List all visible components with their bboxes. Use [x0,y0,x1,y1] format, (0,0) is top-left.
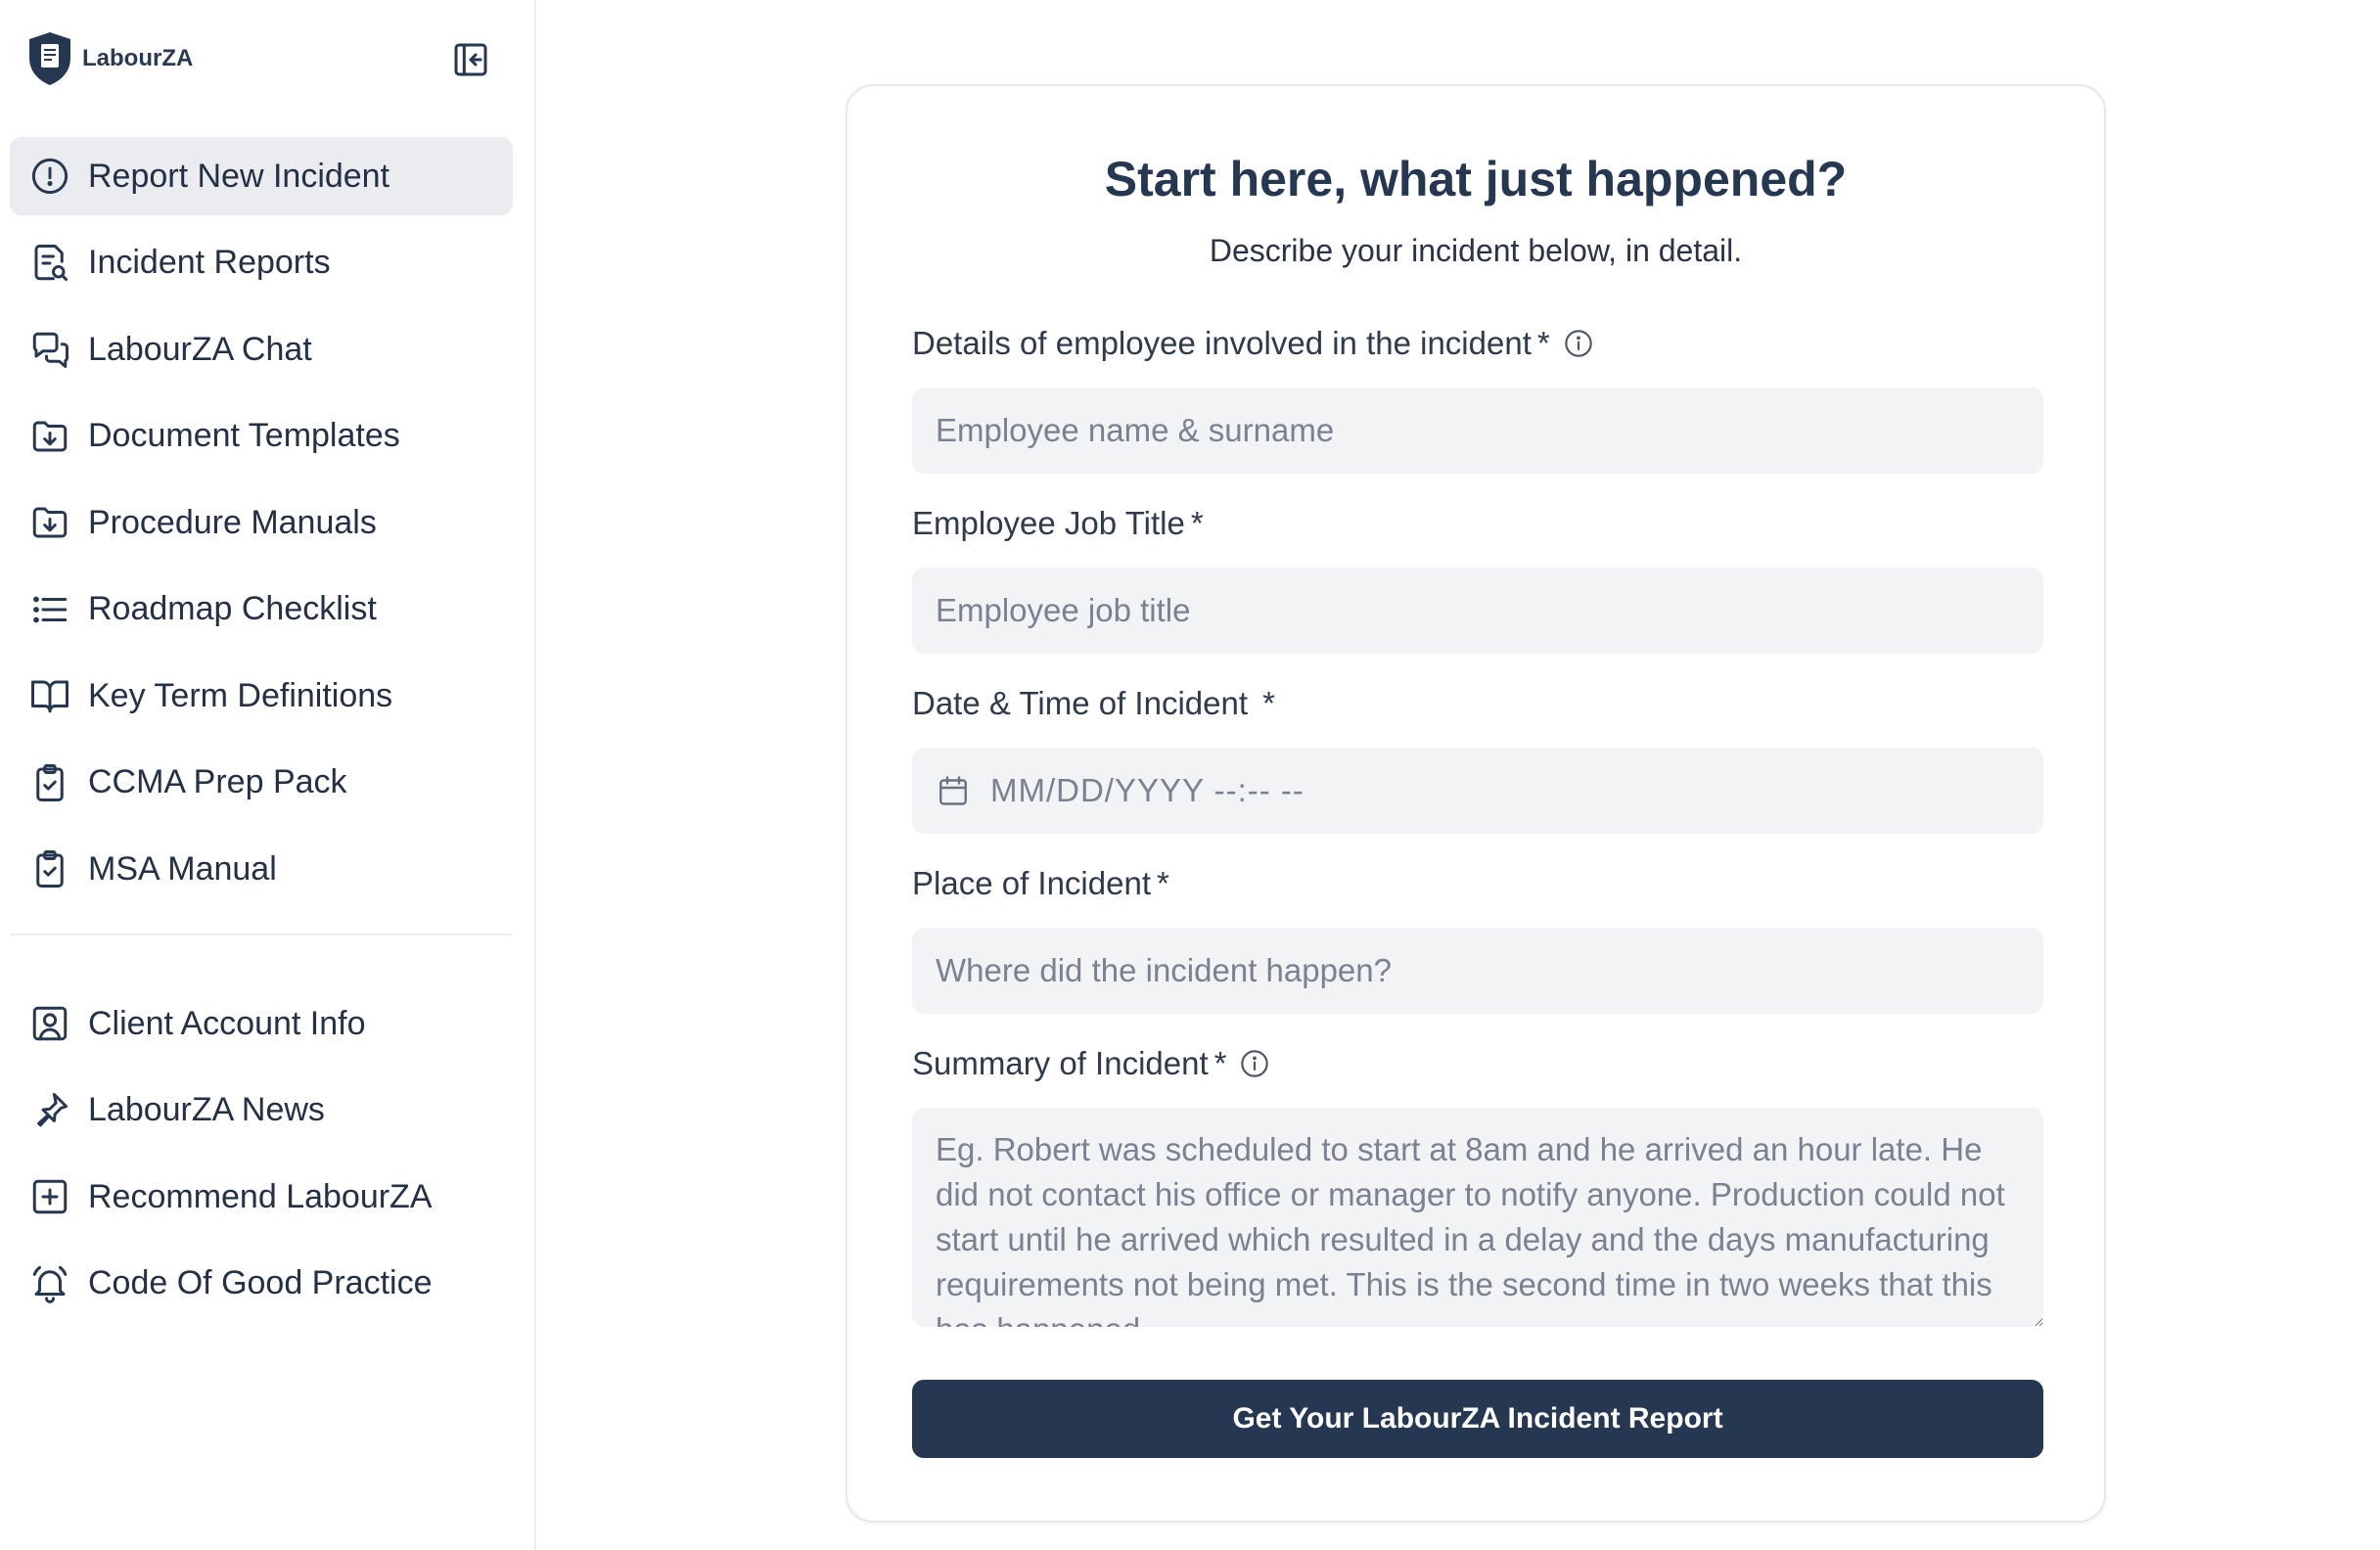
info-icon[interactable] [1562,327,1595,360]
page-subtitle: Describe your incident below, in detail. [1209,233,1743,268]
datetime-placeholder: MM/DD/YYYY --:-- -- [990,772,1304,808]
pin-icon [29,1090,70,1131]
calendar-icon[interactable] [936,773,971,808]
required-mark: * [1157,865,1169,901]
sidebar-item-label: Document Templates [88,417,400,454]
employee-name-input[interactable] [912,388,2043,474]
bell-icon [29,1263,70,1304]
sidebar-item-label: Roadmap Checklist [88,590,377,627]
datetime-field-label [912,685,1275,722]
file-search-icon [29,243,70,284]
job-title-field-label [912,505,1204,542]
sidebar-item-label: Client Account Info [88,1004,366,1042]
sidebar-collapse-icon [451,40,490,79]
get-incident-report-button[interactable]: Get Your LabourZA Incident Report [912,1380,2043,1458]
summary-textarea[interactable] [912,1108,2043,1327]
employee-field-label [912,325,1595,362]
sidebar-collapse-button[interactable] [448,37,493,82]
required-mark: * [1536,325,1550,361]
employee-label-text: Details of employee involved in the incident [912,325,1532,361]
shield-document-icon [25,30,74,87]
sidebar-item-key-term-definitions[interactable] [10,657,513,735]
job-title-label-text: Employee Job Title [912,505,1185,541]
sidebar-nav [10,137,513,1331]
sidebar-item-client-account-info[interactable] [10,984,513,1063]
sidebar-item-label: Recommend LabourZA [88,1177,433,1215]
sidebar-item-roadmap-checklist[interactable] [10,570,513,649]
sidebar [0,0,536,1550]
summary-label-text: Summary of Incident [912,1045,1209,1081]
book-open-icon [29,675,70,716]
user-square-icon [29,1003,70,1044]
place-field-label [912,865,1169,902]
sidebar-item-label: Incident Reports [88,244,331,281]
clipboard-check-icon [29,848,70,889]
sidebar-item-incident-reports[interactable] [10,224,513,302]
incident-form-card [846,84,2106,1523]
folder-download-icon [29,502,70,543]
info-icon[interactable] [1238,1047,1271,1080]
place-label-text: Place of Incident [912,865,1151,901]
summary-field-label [912,1045,1271,1082]
alert-circle-icon [29,156,70,197]
sidebar-item-label: Report New Incident [88,157,390,195]
sidebar-item-label: LabourZA News [88,1091,325,1128]
datetime-input[interactable] [912,748,2043,834]
sidebar-item-label: CCMA Prep Pack [88,763,347,800]
sidebar-divider [10,934,513,935]
page-title: Start here, what just happened? [1104,152,1848,206]
job-title-input[interactable] [912,568,2043,654]
sidebar-item-code-of-good-practice[interactable] [10,1245,513,1323]
clipboard-check-icon [29,762,70,803]
required-mark: * [1213,1045,1227,1081]
sidebar-item-label: Procedure Manuals [88,503,377,541]
plus-square-icon [29,1176,70,1217]
sidebar-item-ccma-prep-pack[interactable] [10,744,513,822]
sidebar-item-report-new-incident[interactable] [10,137,513,215]
sidebar-item-labourza-news[interactable] [10,1071,513,1150]
required-mark: * [1262,685,1276,721]
sidebar-item-document-templates[interactable] [10,397,513,476]
folder-download-icon [29,416,70,457]
sidebar-item-label: Key Term Definitions [88,676,393,714]
sidebar-item-procedure-manuals[interactable] [10,483,513,562]
sidebar-item-label: Code Of Good Practice [88,1264,433,1301]
sidebar-item-recommend-labourza[interactable] [10,1158,513,1236]
sidebar-item-label: LabourZA Chat [88,330,312,368]
required-mark: * [1190,505,1204,541]
chat-bubbles-icon [29,329,70,370]
brand-name: LabourZA [82,45,194,71]
sidebar-item-label: MSA Manual [88,849,277,888]
list-icon [29,589,70,630]
brand[interactable] [25,29,193,88]
place-input[interactable] [912,928,2043,1014]
sidebar-item-labourza-chat[interactable] [10,310,513,388]
sidebar-item-msa-manual[interactable] [10,830,513,908]
datetime-label-text: Date & Time of Incident [912,685,1258,721]
